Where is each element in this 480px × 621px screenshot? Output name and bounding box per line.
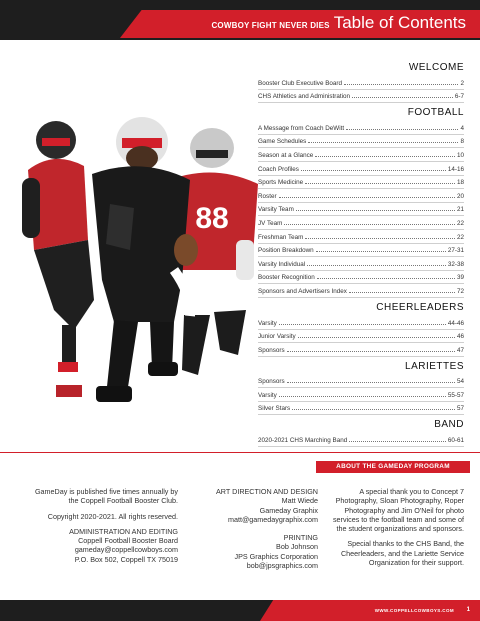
toc-entry-page: 20 [456, 192, 464, 200]
toc-leader-dots [287, 351, 455, 352]
toc-entry-label: Game Schedules [258, 138, 307, 146]
toc-entry-label: Sponsors [258, 378, 285, 386]
toc-entry-page: 60-61 [447, 437, 464, 445]
toc-entry-page: 46 [456, 333, 464, 341]
toc-section-heading: WELCOME [408, 62, 464, 73]
player-left [22, 121, 94, 397]
toc-entry [258, 216, 464, 230]
toc-entry-label: Roster [258, 192, 277, 200]
toc-entry-label: Varsity Team [258, 206, 294, 214]
toc-section-heading: FOOTBALL [407, 107, 464, 119]
toc-entry-page: 6-7 [454, 93, 464, 101]
jersey-number: 88 [195, 202, 229, 235]
toc-leader-dots [296, 210, 455, 211]
toc-entry-page: 32-38 [447, 260, 464, 268]
admin-title: ADMINISTRATION AND EDITING [69, 526, 178, 536]
toc-entry-page: 22 [456, 219, 464, 227]
toc-section-heading: CHEERLEADERS [376, 301, 464, 313]
toc-entry [258, 176, 464, 190]
art-title: ART DIRECTION AND DESIGN [216, 487, 318, 496]
admin-email: gameday@coppellcowboys.com [74, 545, 178, 555]
toc-leader-dots [316, 251, 446, 252]
toc-entry-page: 10 [456, 151, 464, 159]
toc-entry-label: Sports Medicine [258, 179, 304, 187]
toc-leader-dots [305, 183, 455, 184]
toc-leader-dots [308, 142, 458, 143]
toc-leader-dots [349, 441, 446, 442]
copyright-note: Copyright 2020-2021. All rights reserved. [47, 511, 178, 521]
page-number: 1 [466, 607, 470, 613]
toc-entry [258, 284, 464, 298]
toc-entry [258, 257, 464, 271]
toc-entry-page: 21 [456, 206, 464, 214]
publication-note: GameDay is published five times annually by the Coppell Football Booster Club. [34, 487, 178, 506]
print-company: JPS Graphics Corporation [234, 551, 318, 561]
about-column-3 [330, 487, 464, 573]
table-of-contents [258, 60, 464, 447]
toc-entry-label: Junior Varsity [258, 333, 296, 341]
toc-entry [258, 121, 464, 135]
toc-entry [258, 330, 464, 344]
toc-leader-dots [352, 97, 453, 98]
toc-entry-label: Varsity Individual [258, 260, 306, 268]
toc-entry-page: 14-16 [447, 165, 464, 173]
toc-leader-dots [307, 265, 446, 266]
toc-entry [258, 433, 464, 447]
toc-entry [258, 90, 464, 104]
toc-entry [258, 76, 464, 90]
about-banner: ABOUT THE GAMEDAY PROGRAM [316, 461, 470, 473]
toc-entry-label: Sponsors [258, 346, 285, 354]
toc-leader-dots [305, 238, 455, 239]
art-email: matt@gamedaygraphix.com [228, 514, 318, 524]
toc-leader-dots [292, 409, 455, 410]
admin-address: P.O. Box 502, Coppell TX 75019 [74, 554, 178, 564]
toc-entry-page: 2 [460, 79, 464, 87]
toc-entry-page: 54 [456, 378, 464, 386]
about-column-1 [28, 487, 178, 564]
toc-entry-page: 55-57 [447, 391, 464, 399]
toc-entry [258, 148, 464, 162]
toc-entry-page: 4 [460, 124, 464, 132]
thanks-organizations: Special thanks to the CHS Band, the Cheerleaders, and the Lariette Service Organization for their support. [340, 539, 464, 568]
toc-section-heading: BAND [434, 419, 464, 431]
toc-entry-label: Season at a Glance [258, 151, 314, 159]
toc-entry [258, 402, 464, 416]
about-column-2 [190, 487, 318, 570]
toc-leader-dots [279, 324, 446, 325]
print-title: PRINTING [283, 533, 318, 543]
football-players-image [14, 100, 264, 420]
player-center [92, 117, 198, 402]
toc-leader-dots [279, 396, 446, 397]
toc-entry [258, 343, 464, 357]
toc-entry-label: Booster Recognition [258, 274, 315, 282]
toc-leader-dots [349, 292, 455, 293]
toc-entry-page: 44-46 [447, 319, 464, 327]
page-title: Table of Contents [333, 13, 466, 32]
toc-entry-label: A Message from Coach DeWitt [258, 124, 345, 132]
toc-entry-label: Varsity [258, 319, 277, 327]
header [211, 13, 466, 35]
toc-entry-page: 8 [460, 138, 464, 146]
toc-section-heading: LARIETTES [405, 360, 464, 372]
toc-leader-dots [284, 224, 455, 225]
toc-entry-page: 27-31 [447, 247, 464, 255]
toc-entry-page: 72 [456, 287, 464, 295]
footer-divider [0, 452, 480, 453]
toc-leader-dots [315, 156, 455, 157]
toc-entry [258, 375, 464, 389]
art-name: Matt Wiede [281, 496, 318, 506]
print-email: bob@jpsgraphics.com [246, 561, 318, 571]
art-company: Gameday Graphix [259, 505, 318, 515]
toc-entry [258, 189, 464, 203]
toc-leader-dots [287, 382, 455, 383]
toc-entry [258, 162, 464, 176]
admin-line: Coppell Football Booster Board [78, 536, 178, 546]
toc-entry-label: Position Breakdown [258, 247, 314, 255]
toc-entry-label: 2020-2021 CHS Marching Band [258, 437, 348, 445]
toc-leader-dots [279, 197, 455, 198]
toc-entry [258, 203, 464, 217]
toc-entry-label: Silver Stars [258, 405, 291, 413]
toc-entry-page: 47 [456, 346, 464, 354]
toc-entry-page: 39 [456, 274, 464, 282]
toc-entry-label: Sponsors and Advertisers Index [258, 287, 347, 295]
print-name: Bob Johnson [276, 542, 318, 552]
header-tagline: COWBOY FIGHT NEVER DIES [211, 21, 330, 30]
toc-entry-label: Booster Club Executive Board [258, 79, 343, 87]
toc-entry-label: Freshman Team [258, 233, 304, 241]
toc-entry-label: CHS Athletics and Administration [258, 93, 351, 101]
toc-entry-page: 57 [456, 405, 464, 413]
toc-entry-page: 18 [456, 179, 464, 187]
toc-leader-dots [346, 129, 458, 130]
toc-entry-label: Varsity [258, 391, 277, 399]
toc-entry-label: JV Team [258, 219, 283, 227]
toc-entry [258, 135, 464, 149]
toc-leader-dots [317, 278, 455, 279]
toc-entry [258, 230, 464, 244]
footer-url: WWW.COPPELLCOWBOYS.COM [374, 608, 454, 613]
toc-entry [258, 271, 464, 285]
toc-entry-label: Coach Profiles [258, 165, 299, 173]
toc-leader-dots [301, 170, 446, 171]
thanks-photography: A special thank you to Concept 7 Photography, Sloan Photography, Roper Photography and Jim O'Neil for photo services to the football team and some of the student organizations and sponsors. [332, 487, 464, 534]
toc-entry [258, 388, 464, 402]
toc-leader-dots [344, 84, 458, 85]
toc-leader-dots [298, 337, 455, 338]
toc-entry [258, 316, 464, 330]
toc-entry-page: 22 [456, 233, 464, 241]
toc-entry [258, 244, 464, 258]
